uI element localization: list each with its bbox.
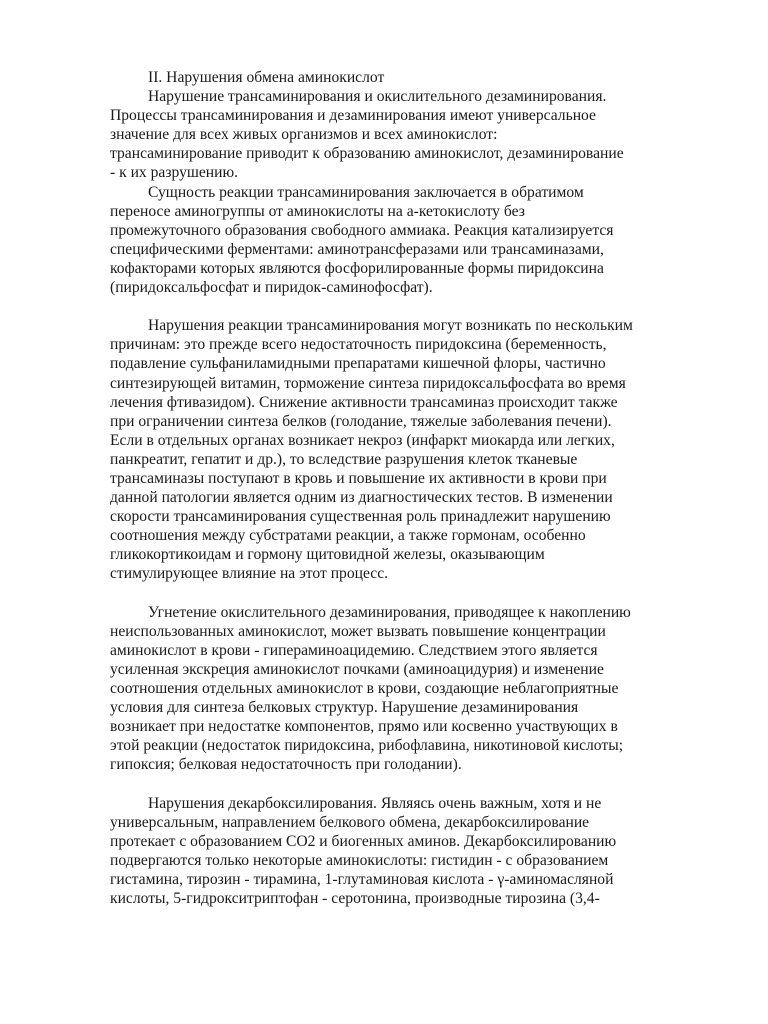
paragraph-line: подавление сульфаниламидными препаратами кишечной флоры, частично (110, 355, 606, 373)
paragraph-line: условия для синтеза белковых структур. Нарушение дезаминирования (110, 699, 579, 717)
paragraph-line: усиленная экскреция аминокислот почками (аминоацидурия) и изменение (110, 660, 604, 678)
paragraph-line: специфическими ферментами: аминотрансферазами или трансаминазами, (110, 240, 604, 258)
paragraph-line: трансаминирование приводит к образованию аминокислот, дезаминирование (110, 145, 624, 163)
paragraph-line: кофакторами которых являются фосфорилированные формы пиридоксина (110, 259, 604, 277)
paragraph-line: причинам: это прежде всего недостаточность пиридоксина (беременность, (110, 336, 607, 354)
paragraph-2 (110, 183, 710, 298)
paragraph-line: Угнетение окислительного дезаминирования, приводящее к накоплению (148, 603, 631, 621)
paragraph-line: гистамина, тирозин - тирамина, 1-глутаминовая кислота - γ-аминомасляной (110, 870, 614, 888)
paragraph-4 (110, 603, 710, 775)
document-body (110, 68, 710, 908)
paragraph-line: подвергаются только некоторые аминокислоты: гистидин - с образованием (110, 851, 609, 869)
paragraph-spacer (110, 774, 710, 793)
paragraph-line: возникает при недостатке компонентов, прямо или косвенно участвующих в (110, 718, 618, 736)
paragraph-line: Процессы трансаминирования и дезаминирования имеют универсальное (110, 107, 596, 125)
paragraph-line: неиспользованных аминокислот, может вызвать повышение концентрации (110, 622, 606, 640)
paragraph-line: гипоксия; белковая недостаточность при голодании). (110, 756, 462, 774)
paragraph-line: универсальным, направлением белкового обмена, декарбоксилирование (110, 813, 590, 831)
paragraph-line: переносе аминогруппы от аминокислоты на а-кетокислоту без (110, 202, 525, 220)
paragraph-line: панкреатит, гепатит и др.), то вследствие разрушения клеток тканевые (110, 450, 578, 468)
section-heading: II. Нарушения обмена аминокислот (148, 69, 385, 86)
paragraph-line: (пиридоксальфосфат и пиридок-саминофосфат). (110, 279, 433, 297)
paragraph-line: трансаминазы поступают в кровь и повышение их активности в крови при (110, 469, 607, 487)
paragraph-spacer (110, 584, 710, 603)
paragraph-line: скорости трансаминирования существенная роль принадлежит нарушению (110, 508, 611, 526)
paragraph-line: протекает с образованием СО2 и биогенных аминов. Декарбоксилированию (110, 832, 617, 850)
paragraph-line: Если в отдельных органах возникает некроз (инфаркт миокарда или легких, (110, 431, 615, 449)
paragraph-line: промежуточного образования свободного аммиака. Реакция катализируется (110, 221, 614, 239)
paragraph-line: данной патологии является одним из диагностических тестов. В изменении (110, 489, 613, 507)
paragraph-line: Сущность реакции трансаминирования заключается в обратимом (148, 183, 584, 201)
paragraph-5 (110, 794, 710, 909)
paragraph-line: аминокислот в крови - гипераминоацидемию. Следствием этого является (110, 641, 598, 659)
paragraph-line: гликокортикоидам и гормону щитовидной железы, оказывающим (110, 546, 545, 564)
paragraph-line: Нарушения декарбоксилирования. Являясь очень важным, хотя и не (148, 794, 602, 812)
paragraph-line: кислоты, 5-гидрокситриптофан - серотонина, производные тирозина (3,4- (110, 890, 600, 908)
paragraph-3 (110, 316, 710, 583)
paragraph-line: - к их разрушению. (110, 164, 239, 182)
paragraph-line: стимулирующее влияние на этот процесс. (110, 565, 389, 583)
paragraph-line: соотношения отдельных аминокислот в крови, создающие неблагоприятные (110, 680, 619, 697)
paragraph-line: значение для всех живых организмов и всех аминокислот: (110, 126, 498, 144)
paragraph-line: при ограничении синтеза белков (голодание, тяжелые заболевания печени). (110, 412, 612, 430)
paragraph-line: соотношения между субстратами реакции, а также гормонам, особенно (110, 527, 586, 545)
paragraph-line: этой реакции (недостаток пиридоксина, рибофлавина, никотиновой кислоты; (110, 737, 624, 755)
paragraph-line: лечения фтивазидом). Снижение активности трансаминаз происходит также (110, 393, 618, 411)
paragraph-1 (110, 87, 710, 182)
paragraph-spacer (110, 297, 710, 316)
paragraph-line: синтезирующей витамин, торможение синтеза пиридоксальфосфата во время (110, 374, 626, 392)
paragraph-line: Нарушение трансаминирования и окислительного дезаминирования. (148, 88, 607, 106)
paragraph-line: Нарушения реакции трансаминирования могут возникать по нескольким (148, 317, 633, 335)
